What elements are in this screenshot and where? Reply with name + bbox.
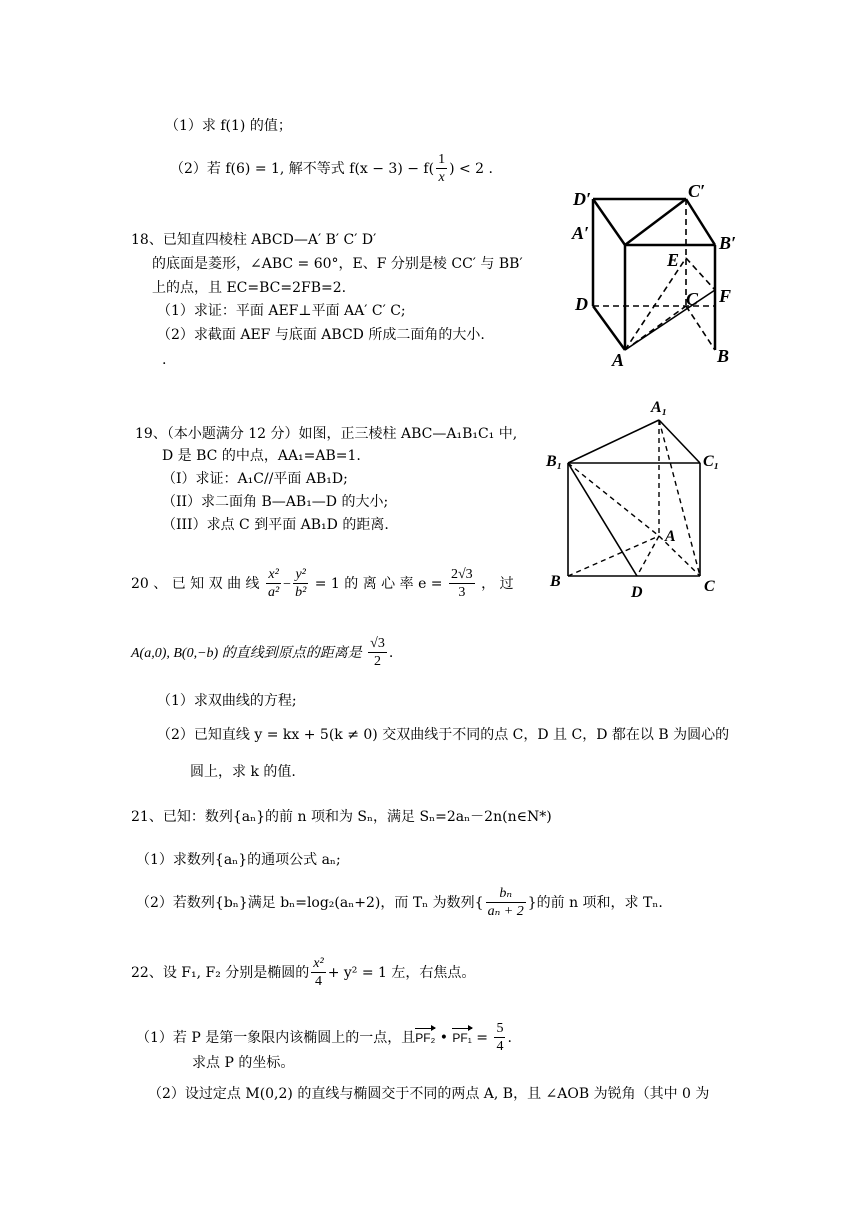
p20-frac1-num: x² (266, 567, 281, 584)
p20-d-num: √3 (368, 636, 387, 653)
label-D: D (575, 294, 588, 314)
p22-val-num: 5 (494, 1021, 505, 1038)
edge-AE-hidden (625, 258, 686, 350)
label-F: F (719, 286, 732, 306)
p22-head-b: + y² = 1 左，右焦点。 (327, 964, 476, 981)
edge-C1A1 (625, 199, 686, 245)
label-A: A (612, 350, 625, 370)
p18-q1: （1）求证：平面 AEF⊥平面 AA′ C′ C; (157, 303, 406, 319)
label-B: B (717, 346, 730, 366)
prism-figure-19 (540, 395, 740, 600)
p22-q1-cont: 求点 P 的坐标。 (192, 1055, 295, 1071)
p20-d-den: 2 (374, 654, 381, 670)
p20-frac-e (449, 567, 475, 601)
p21-frac-num: bₙ (486, 886, 526, 903)
edge-EF-hidden (686, 258, 715, 290)
p20-e-num: 2√3 (449, 567, 475, 584)
p22-dot-op: • (439, 1029, 448, 1046)
edge-A1C-hidden (659, 420, 700, 576)
p20-heading (131, 567, 514, 601)
p17-q2-a: （2）若 f(6) = 1, 解不等式 f(x − 3) − f( (170, 160, 435, 177)
p22-q1-b: . (507, 1029, 512, 1046)
vector-pf2: PF₂ (415, 1030, 436, 1045)
label-C1: C′ (688, 181, 706, 201)
p17-frac (436, 152, 447, 186)
label-E: E (667, 250, 680, 270)
p22-frac-value (494, 1021, 505, 1055)
p19-heading: 19、（本小题满分 12 分）如图，正三棱柱 ABC—A₁B₁C₁ 中, (135, 426, 518, 442)
p17-q2 (170, 152, 493, 186)
p20-frac1-den: a² (267, 585, 280, 601)
p22-head-a: 22、设 F₁, F₂ 分别是椭圆的 (131, 964, 310, 981)
edge-B1D (568, 463, 637, 576)
edge-AD-hidden (637, 536, 659, 576)
p20-q2-cont: 圆上，求 k 的值. (190, 764, 296, 780)
edge-CB-hidden (686, 306, 715, 350)
p20-line2-a: A(a,0), B(0,−b) 的直线到原点的距离是 (131, 645, 362, 661)
p20-e-den: 3 (458, 585, 466, 601)
p18-line3: 上的点，且 EC=BC=2FB=2. (152, 280, 347, 296)
label-D1: D′ (573, 189, 592, 209)
p20-q1: （1）求双曲线的方程; (157, 693, 297, 709)
p18-line2: 的底面是菱形，∠ABC = 60°，E、F 分别是棱 CC′ 与 BB′ (152, 256, 523, 272)
label-C: C (704, 578, 715, 595)
p22-q1 (136, 1021, 512, 1055)
p22-frac-ellipse (311, 956, 325, 990)
p22-e-den: 4 (314, 974, 322, 990)
edge-BA-hidden (568, 536, 659, 576)
edge-C1B1 (686, 199, 715, 245)
p22-heading (131, 956, 475, 990)
label-C1: C₁ (703, 453, 720, 470)
p19-q2: （II）求二面角 B—AB₁—D 的大小; (162, 494, 389, 510)
p20-frac-x2a2 (266, 567, 281, 601)
edge-DA (593, 306, 625, 350)
label-B1: B₁ (546, 453, 563, 470)
p17-frac-den: x (438, 170, 445, 186)
label-A: A (665, 528, 676, 545)
edge-B1A-hidden (568, 463, 659, 536)
p17-frac-num: 1 (436, 152, 447, 169)
p22-q2: （2）设过定点 M(0,2) 的直线与椭圆交于不同的两点 A, B，且 ∠AOB 为锐角（其中 0 为 (148, 1086, 710, 1102)
p21-heading: 21、已知：数列{aₙ}的前 n 项和为 Sₙ，满足 Sₙ=2aₙ－2n(n∈N*) (131, 809, 552, 825)
p17-q1: （1）求 f(1) 的值； (165, 118, 292, 134)
label-B: B (550, 573, 561, 590)
p19-line2: D 是 BC 的中点，AA₁=AB=1. (162, 448, 361, 464)
p20-frac2-den: b² (295, 585, 307, 601)
p22-val-den: 4 (496, 1039, 504, 1055)
p20-frac-y2b2 (293, 567, 308, 601)
p20-head-c: ， 过 (481, 575, 514, 592)
p19-q1: （I）求证：A₁C//平面 AB₁D; (162, 471, 348, 487)
label-A1: A′ (572, 223, 590, 243)
p18-heading: 18、已知直四棱柱 ABCD—A′ B′ C′ D′ (131, 232, 377, 248)
p20-frac2-num: y² (293, 567, 308, 584)
p21-frac-den: aₙ + 2 (487, 904, 524, 920)
p20-line2 (131, 636, 393, 670)
edge-AF (625, 290, 715, 350)
p19-q3: （III）求点 C 到平面 AB₁D 的距离. (162, 517, 389, 533)
p20-q2: （2）已知直线 y = kx + 5(k ≠ 0) 交双曲线于不同的点 C，D 且 C，D 都在以 B 为圆心的 (157, 727, 730, 743)
vector-pf1: PF₁ (452, 1030, 472, 1045)
p22-eq: = (476, 1029, 488, 1046)
prism-figure-18 (560, 180, 750, 370)
p20-head-a: 20 、 已 知 双 曲 线 (131, 575, 260, 592)
label-C: C (686, 289, 699, 309)
p21-q2-a: （2）若数列{bₙ}满足 bₙ=log₂(aₙ+2)，而 Tₙ 为数列{ (136, 894, 484, 911)
p18-q2: （2）求截面 AEF 与底面 ABCD 所成二面角的大小. (157, 327, 485, 343)
label-A1: A₁ (651, 399, 668, 416)
edge-D1A1 (593, 199, 625, 245)
label-D: D (631, 584, 643, 600)
p18-trailing-dot: . (162, 352, 167, 368)
diag-AC-hidden (625, 306, 686, 350)
edge-B1A1 (568, 420, 659, 463)
p20-line2-b: . (388, 644, 394, 661)
p22-e-num: x² (311, 956, 325, 973)
p21-q1: （1）求数列{aₙ}的通项公式 aₙ; (136, 852, 341, 868)
p20-minus: − (283, 576, 292, 592)
p17-q2-b: ) < 2 . (449, 160, 493, 177)
p20-frac-dist (368, 636, 387, 670)
p21-q2 (136, 886, 663, 920)
p21-q2-b: }的前 n 项和，求 Tₙ. (527, 894, 663, 911)
p20-head-b: = 1 的 离 心 率 e = (314, 575, 443, 592)
p21-frac (486, 886, 526, 920)
p22-q1-a: （1）若 P 是第一象限内该椭圆上的一点，且 (136, 1029, 416, 1046)
label-B1: B′ (719, 233, 737, 253)
